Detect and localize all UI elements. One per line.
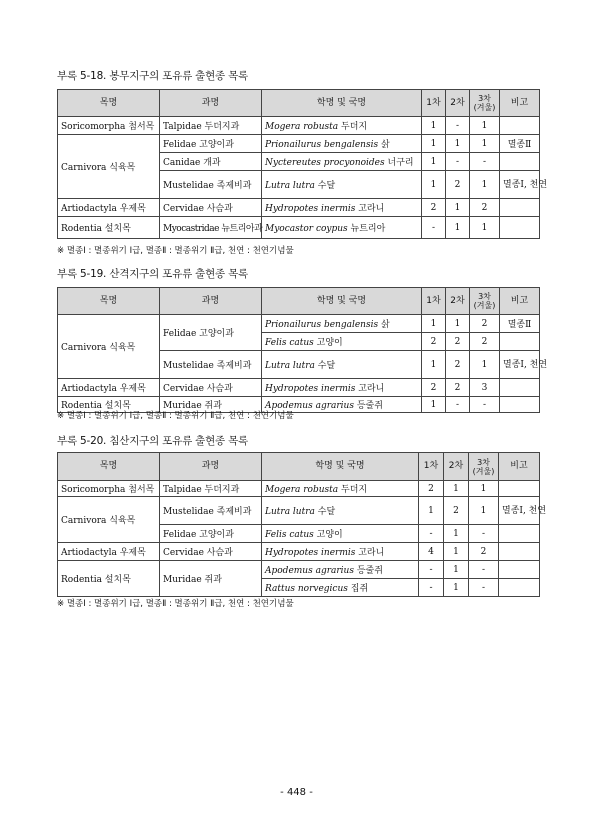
count-3: 1: [470, 351, 500, 379]
remark-cell: 멸종Ⅰ, 천연: [500, 351, 540, 379]
scientific-name: Felis catus: [265, 338, 314, 348]
family-cell: Mustelidae 족제비과: [160, 351, 262, 379]
header-survey-2: 2차: [446, 90, 470, 117]
scientific-name: Rattus norvegicus: [265, 584, 348, 594]
count-1: -: [422, 217, 446, 239]
scientific-name: Apodemus agrarius: [265, 401, 354, 411]
remark-cell: [499, 543, 540, 561]
scientific-name: Apodemus agrarius: [265, 566, 354, 576]
count-1: 1: [422, 171, 446, 199]
count-3: 3: [470, 379, 500, 397]
header-survey-1: 1차: [419, 453, 444, 481]
family-cell: Cervidae 사슴과: [160, 543, 262, 561]
header-survey-1: 1차: [422, 288, 446, 315]
species-table: [57, 452, 547, 597]
scientific-name: Lutra lutra: [265, 361, 315, 371]
header-order: 목명: [58, 90, 160, 117]
count-3: -: [469, 579, 499, 597]
species-table: [57, 89, 548, 239]
species-cell: [262, 481, 419, 497]
family-cell: Felidae 고양이과: [160, 135, 262, 153]
header-survey-3-season: (겨울): [473, 301, 496, 310]
header-remark: 비고: [499, 453, 540, 481]
korean-name: 등줄쥐: [356, 401, 383, 411]
section-title: 부록 5-18. 봉무지구의 포유류 출현종 목록: [57, 70, 249, 82]
family-cell: Talpidae 두더지과: [160, 117, 262, 135]
family-cell: Mustelidae 족제비과: [160, 497, 262, 525]
table-row: [58, 217, 540, 239]
header-family: 과명: [160, 90, 262, 117]
korean-name: 수달: [317, 361, 336, 371]
header-order: 목명: [58, 288, 160, 315]
order-cell: Artiodactyla 우제목: [58, 199, 160, 217]
header-species: 학명 및 국명: [262, 288, 422, 315]
count-1: 1: [422, 153, 446, 171]
korean-name: 수달: [317, 507, 336, 517]
order-cell: Carnivora 식육목: [58, 497, 160, 543]
count-2: -: [446, 153, 470, 171]
section-title: 부록 5-20. 침산지구의 포유류 출현종 목록: [57, 435, 249, 447]
table-row: [58, 543, 540, 561]
count-1: 1: [419, 497, 444, 525]
count-3: 2: [470, 315, 500, 333]
korean-name: 두더지: [341, 122, 368, 132]
legend-note: ※ 멸종Ⅰ : 멸종위기 Ⅰ급, 멸종Ⅱ : 멸종위기 Ⅱ급, 천연 : 천연기념물: [57, 246, 294, 256]
family-cell: Canidae 개과: [160, 153, 262, 171]
species-cell: [262, 117, 422, 135]
count-2: 2: [446, 333, 470, 351]
order-cell: Carnivora 식육목: [58, 315, 160, 379]
count-2: 1: [446, 199, 470, 217]
korean-name: 뉴트리아: [350, 224, 386, 234]
header-order: 목명: [58, 453, 160, 481]
scientific-name: Lutra lutra: [265, 181, 315, 191]
species-cell: [262, 561, 419, 579]
remark-cell: [500, 153, 540, 171]
header-survey-2: 2차: [446, 288, 470, 315]
korean-name: 수달: [317, 181, 336, 191]
species-cell: [262, 333, 422, 351]
remark-cell: [499, 481, 540, 497]
scientific-name: Mogera robusta: [265, 485, 339, 495]
count-2: 2: [446, 171, 470, 199]
order-cell: Artiodactyla 우제목: [58, 379, 160, 397]
header-survey-2: 2차: [444, 453, 469, 481]
korean-name: 집쥐: [350, 584, 369, 594]
count-2: 1: [446, 135, 470, 153]
remark-cell: [499, 561, 540, 579]
korean-name: 삵: [380, 140, 390, 150]
count-1: -: [419, 525, 444, 543]
count-1: -: [419, 579, 444, 597]
header-survey-3-label: 3차: [478, 94, 491, 103]
remark-cell: [500, 333, 540, 351]
count-3: 1: [470, 117, 500, 135]
count-2: 1: [444, 525, 469, 543]
count-2: -: [446, 397, 470, 413]
species-cell: [262, 315, 422, 333]
table-row: [58, 199, 540, 217]
korean-name: 삵: [380, 320, 390, 330]
count-2: 1: [446, 217, 470, 239]
korean-name: 고양이: [316, 530, 343, 540]
count-3: -: [470, 397, 500, 413]
count-3: 1: [469, 497, 499, 525]
family-cell: Felidae 고양이과: [160, 315, 262, 351]
header-survey-3: [469, 453, 499, 481]
species-cell: [262, 351, 422, 379]
remark-cell: 멸종Ⅱ: [500, 135, 540, 153]
count-3: 1: [470, 217, 500, 239]
remark-cell: [500, 199, 540, 217]
scientific-name: Hydropotes inermis: [265, 384, 356, 394]
header-species: 학명 및 국명: [262, 453, 419, 481]
remark-cell: [500, 217, 540, 239]
header-survey-3: [470, 288, 500, 315]
order-cell: Rodentia 설치목: [58, 397, 160, 413]
korean-name: 고라니: [358, 384, 385, 394]
family-cell: Muridae 쥐과: [160, 561, 262, 597]
header-species: 학명 및 국명: [262, 90, 422, 117]
remark-cell: 멸종Ⅱ: [500, 315, 540, 333]
count-3: 2: [470, 199, 500, 217]
page-number: - 448 -: [280, 787, 313, 798]
family-cell: Felidae 고양이과: [160, 525, 262, 543]
species-cell: [262, 497, 419, 525]
order-cell: Soricomorpha 첨서목: [58, 117, 160, 135]
scientific-name: Felis catus: [265, 530, 314, 540]
header-survey-3: [470, 90, 500, 117]
count-3: 1: [470, 135, 500, 153]
table-row: [58, 117, 540, 135]
count-3: 2: [470, 333, 500, 351]
species-cell: [262, 217, 422, 239]
order-cell: Soricomorpha 첨서목: [58, 481, 160, 497]
count-3: 2: [469, 543, 499, 561]
count-1: 2: [422, 199, 446, 217]
family-cell: Cervidae 사슴과: [160, 199, 262, 217]
count-1: 1: [422, 315, 446, 333]
table-row: [58, 481, 540, 497]
count-2: -: [446, 117, 470, 135]
korean-name: 두더지: [341, 485, 368, 495]
scientific-name: Myocastor coypus: [265, 224, 348, 234]
order-cell: Carnivora 식육목: [58, 135, 160, 199]
order-cell: Artiodactyla 우제목: [58, 543, 160, 561]
count-1: 1: [422, 135, 446, 153]
table-row: [58, 315, 540, 333]
korean-name: 고양이: [316, 338, 343, 348]
family-cell: Cervidae 사슴과: [160, 379, 262, 397]
family-cell: Myocastridae 뉴트리아과: [160, 217, 262, 239]
scientific-name: Mogera robusta: [265, 122, 339, 132]
species-cell: [262, 579, 419, 597]
species-cell: [262, 525, 419, 543]
header-remark: 비고: [500, 288, 540, 315]
header-survey-3-label: 3차: [478, 292, 491, 301]
count-2: 1: [444, 579, 469, 597]
count-1: 1: [422, 351, 446, 379]
table-row: [58, 379, 540, 397]
species-cell: [262, 135, 422, 153]
scientific-name: Hydropotes inermis: [265, 204, 356, 214]
count-1: 2: [422, 333, 446, 351]
remark-cell: 멸종Ⅰ, 천연: [500, 171, 540, 199]
count-3: -: [469, 561, 499, 579]
remark-cell: [500, 397, 540, 413]
korean-name: 너구리: [387, 158, 414, 168]
count-3: 1: [470, 171, 500, 199]
count-1: -: [419, 561, 444, 579]
remark-cell: [499, 525, 540, 543]
scientific-name: Lutra lutra: [265, 507, 315, 517]
scientific-name: Prionailurus bengalensis: [265, 140, 379, 150]
family-cell: Muridae 쥐과: [160, 397, 262, 413]
count-2: 1: [444, 481, 469, 497]
species-cell: [262, 153, 422, 171]
header-family: 과명: [160, 288, 262, 315]
korean-name: 고라니: [358, 548, 385, 558]
species-cell: [262, 379, 422, 397]
remark-cell: 멸종Ⅰ, 천연: [499, 497, 540, 525]
legend-note: ※ 멸종Ⅰ : 멸종위기 Ⅰ급, 멸종Ⅱ : 멸종위기 Ⅱ급, 천연 : 천연기념물: [57, 599, 294, 609]
species-cell: [262, 199, 422, 217]
section-title: 부록 5-19. 산격지구의 포유류 출현종 목록: [57, 268, 249, 280]
count-2: 2: [446, 379, 470, 397]
order-cell: Rodentia 설치목: [58, 561, 160, 597]
table-row: [58, 135, 540, 153]
species-cell: [262, 171, 422, 199]
count-2: 1: [444, 561, 469, 579]
species-cell: [262, 543, 419, 561]
header-survey-3-label: 3차: [477, 457, 490, 467]
header-survey-1: 1차: [422, 90, 446, 117]
order-cell: Rodentia 설치목: [58, 217, 160, 239]
count-2: 1: [446, 315, 470, 333]
count-1: 1: [422, 397, 446, 413]
count-1: 1: [422, 117, 446, 135]
species-table: [57, 287, 548, 413]
remark-cell: [500, 379, 540, 397]
header-family: 과명: [160, 453, 262, 481]
scientific-name: Hydropotes inermis: [265, 548, 356, 558]
scientific-name: Nyctereutes procyonoides: [265, 158, 385, 168]
count-2: 2: [444, 497, 469, 525]
count-1: 2: [422, 379, 446, 397]
count-1: 4: [419, 543, 444, 561]
scientific-name: Prionailurus bengalensis: [265, 320, 379, 330]
count-3: 1: [469, 481, 499, 497]
table-row: [58, 497, 540, 525]
count-1: 2: [419, 481, 444, 497]
family-cell: Talpidae 두더지과: [160, 481, 262, 497]
count-3: -: [470, 153, 500, 171]
count-2: 2: [446, 351, 470, 379]
remark-cell: [500, 117, 540, 135]
header-remark: 비고: [500, 90, 540, 117]
remark-cell: [499, 579, 540, 597]
korean-name: 고라니: [358, 204, 385, 214]
header-survey-3-season: (겨울): [472, 466, 495, 476]
count-2: 1: [444, 543, 469, 561]
table-row: [58, 561, 540, 579]
header-survey-3-season: (겨울): [473, 103, 496, 112]
legend-note: ※ 멸종Ⅰ : 멸종위기 Ⅰ급, 멸종Ⅱ : 멸종위기 Ⅱ급, 천연 : 천연기념물: [57, 411, 294, 421]
family-cell: Mustelidae 족제비과: [160, 171, 262, 199]
korean-name: 등줄쥐: [356, 566, 383, 576]
count-3: -: [469, 525, 499, 543]
